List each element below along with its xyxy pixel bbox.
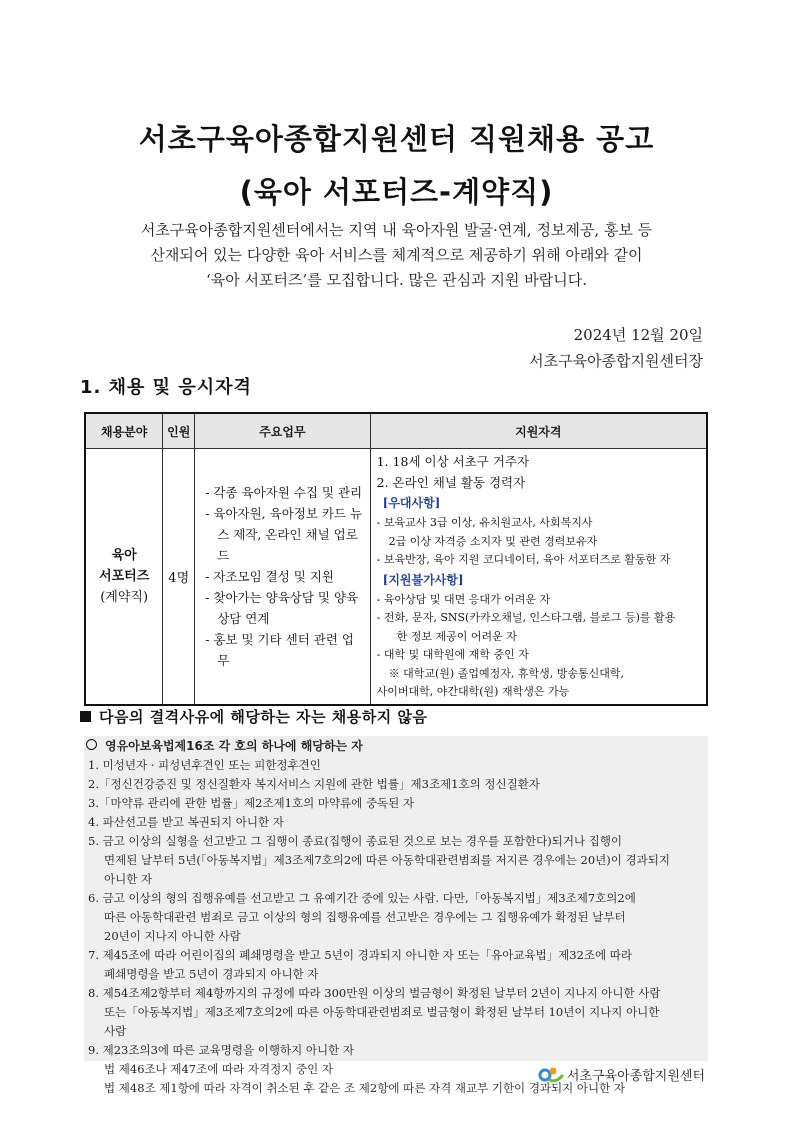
field-name: 서포터즈 — [99, 568, 150, 584]
center-logo-icon — [538, 1064, 564, 1084]
footer-org-name: 서초구육아종합지원센터 — [566, 1068, 705, 1084]
duty-item: - 육아자원, 육아정보 카드 뉴스 제작, 온라인 채널 업로드 — [205, 505, 363, 563]
recruitment-table — [84, 412, 708, 706]
black-square-icon — [80, 711, 91, 722]
intro-line: 서초구육아종합지원센터에서는 지역 내 육아자원 발굴·연계, 정보제공, 홍보 등 — [140, 221, 653, 239]
list-item-cont: 폐쇄명령을 받고 5년이 경과되지 아니한 자 — [104, 967, 319, 981]
logo-mark-blue — [540, 1070, 550, 1080]
exclusion-tag: [지원불가사항] — [382, 572, 464, 587]
requirement: 1. 18세 이상 서초구 거주자 — [376, 454, 530, 469]
field-type: (계약직) — [100, 589, 149, 605]
page-title: 서초구육아종합지원센터 직원채용 공고 — [138, 122, 655, 156]
exclusion-item: - 육아상담 및 대면 응대가 어려운 자 — [376, 592, 551, 606]
cell-count: 4명 — [163, 449, 195, 705]
preference-item: - 보육교사 3급 이상, 유치원교사, 사회복지사 — [376, 516, 593, 529]
list-item-cont: 법 제48조 제1항에 따라 자격이 취소된 후 같은 조 제2항에 따른 자격 재교부 기한이 경과되지 아니한 자 — [104, 1081, 626, 1095]
announcement-date: 2024년 12월 20일 — [573, 326, 703, 344]
list-item-cont: 사람 — [104, 1024, 127, 1038]
table-header-row — [85, 413, 707, 449]
list-item: 8. 제54조제2항부터 제4항까지의 규정에 따라 300만원 이상의 벌금형이 확정된 날부터 2년이 지나지 아니한 사람 — [88, 986, 661, 1000]
list-item: 6. 금고 이상의 형의 집행유예를 선고받고 그 유예기간 중에 있는 사람. 다만,「아동복지법」제3조제7호의2에 — [88, 891, 636, 905]
cell-duties — [195, 449, 370, 705]
duty-item: - 홍보 및 기타 센터 관련 업무 — [205, 631, 355, 668]
field-name: 육아 — [111, 547, 137, 563]
table-row — [85, 449, 707, 705]
exclusion-item: 한 정보 제공이 어려운 자 — [396, 629, 517, 643]
header-duties: 주요업무 — [195, 413, 370, 449]
duty-item: - 각종 육아자원 수집 및 관리 — [205, 484, 363, 500]
intro-paragraph — [0, 218, 793, 293]
list-item-cont: 법 제46조나 제47조에 따라 자격정지 중인 자 — [104, 1062, 333, 1076]
exclusion-item: - 전화, 문자, SNS(카카오채널, 인스타그램, 블로그 등)를 활용 — [376, 611, 676, 624]
list-item: 7. 제45조에 따라 어린이집의 폐쇄명령을 받고 5년이 경과되지 아니한 자 또는「유아교육법」제32조에 따라 — [88, 948, 633, 962]
logo-mark-orange — [549, 1068, 556, 1075]
intro-line: ‘육아 서포터즈’를 모집합니다. 많은 관심과 지원 바랍니다. — [206, 271, 587, 289]
disqualification-heading-text: 영유아보육법제16조 각 호의 하나에 해당하는 자 — [105, 739, 363, 753]
duty-item: - 찾아가는 양육상담 및 양육상담 연계 — [205, 589, 359, 626]
exclusion-item: - 대학 및 대학원에 재학 중인 자 — [376, 648, 529, 661]
cell-qualifications — [370, 449, 707, 705]
disqualification-heading — [84, 736, 708, 756]
intro-line: 산재되어 있는 다양한 육아 서비스를 체계적으로 제공하기 위해 아래와 같이 — [150, 246, 643, 264]
preference-tag: [우대사항] — [382, 496, 441, 510]
section-2-title — [80, 706, 427, 727]
date-block — [529, 322, 703, 374]
list-item: 4. 파산선고를 받고 복권되지 아니한 자 — [88, 815, 284, 829]
header-qualifications: 지원자격 — [370, 413, 707, 449]
list-item: 3.「마약류 관리에 관한 법률」제2조제1호의 마약류에 중독된 자 — [88, 796, 415, 810]
list-item: 9. 제23조의3에 따른 교육명령을 이행하지 아니한 자 — [88, 1043, 354, 1057]
requirement: 2. 온라인 채널 활동 경력자 — [376, 475, 526, 490]
cell-field — [85, 449, 163, 705]
list-item: 2.「정신건강증진 및 정신질환자 복지서비스 지원에 관한 법률」제3조제1호의 정신질환자 — [88, 777, 540, 791]
exclusion-note: 사이버대학, 야간대학(원) 재학생은 가능 — [376, 685, 570, 698]
list-item-cont: 20년이 지나지 아니한 사람 — [104, 929, 241, 943]
duty-item: - 자조모임 결성 및 지원 — [205, 568, 334, 584]
preference-item: 2급 이상 자격증 소지자 및 관련 경력보유자 — [388, 534, 598, 548]
header-count: 인원 — [163, 413, 195, 449]
list-item-cont: 따른 아동학대관련 범죄로 금고 이상의 형의 집행유예를 선고받은 경우에는 그 집행유예가 확정된 날부터 — [104, 910, 626, 924]
list-item-cont: 또는「아동복지법」제3조제7호의2에 따른 아동학대관련범죄로 벌금형이 확정된 날부터 10년이 지나지 아니한 — [104, 1005, 660, 1019]
list-item-cont: 면제된 날부터 5년(「아동복지법」제3조제7호의2에 따른 아동학대관련범죄를 저지른 경우에는 20년)이 경과되지 — [104, 853, 670, 867]
issuer: 서초구육아종합지원센터장 — [529, 352, 703, 370]
list-item: 1. 미성년자 · 피성년후견인 또는 피한정후견인 — [88, 758, 321, 772]
header-field: 채용분야 — [85, 413, 163, 449]
page-subtitle: (육아 서포터즈-계약직) — [239, 175, 554, 209]
footer-logo — [538, 1064, 705, 1084]
section-2-text: 다음의 결격사유에 해당하는 자는 채용하지 않음 — [99, 708, 428, 726]
exclusion-note: ※ 대학교(원) 졸업예정자, 휴학생, 방송통신대학, — [388, 666, 624, 680]
circle-icon — [86, 739, 97, 750]
logo-mark-green — [550, 1076, 562, 1081]
section-1-title: 1. 채용 및 응시자격 — [80, 377, 252, 398]
preference-item: - 보육반장, 육아 지원 코디네이터, 육아 서포터즈로 활동한 자 — [376, 553, 671, 566]
list-item: 5. 금고 이상의 실형을 선고받고 그 집행이 종료(집행이 종료된 것으로 보는 경우를 포함한다)되거나 집행이 — [88, 834, 623, 848]
list-item-cont: 아니한 자 — [104, 872, 153, 886]
